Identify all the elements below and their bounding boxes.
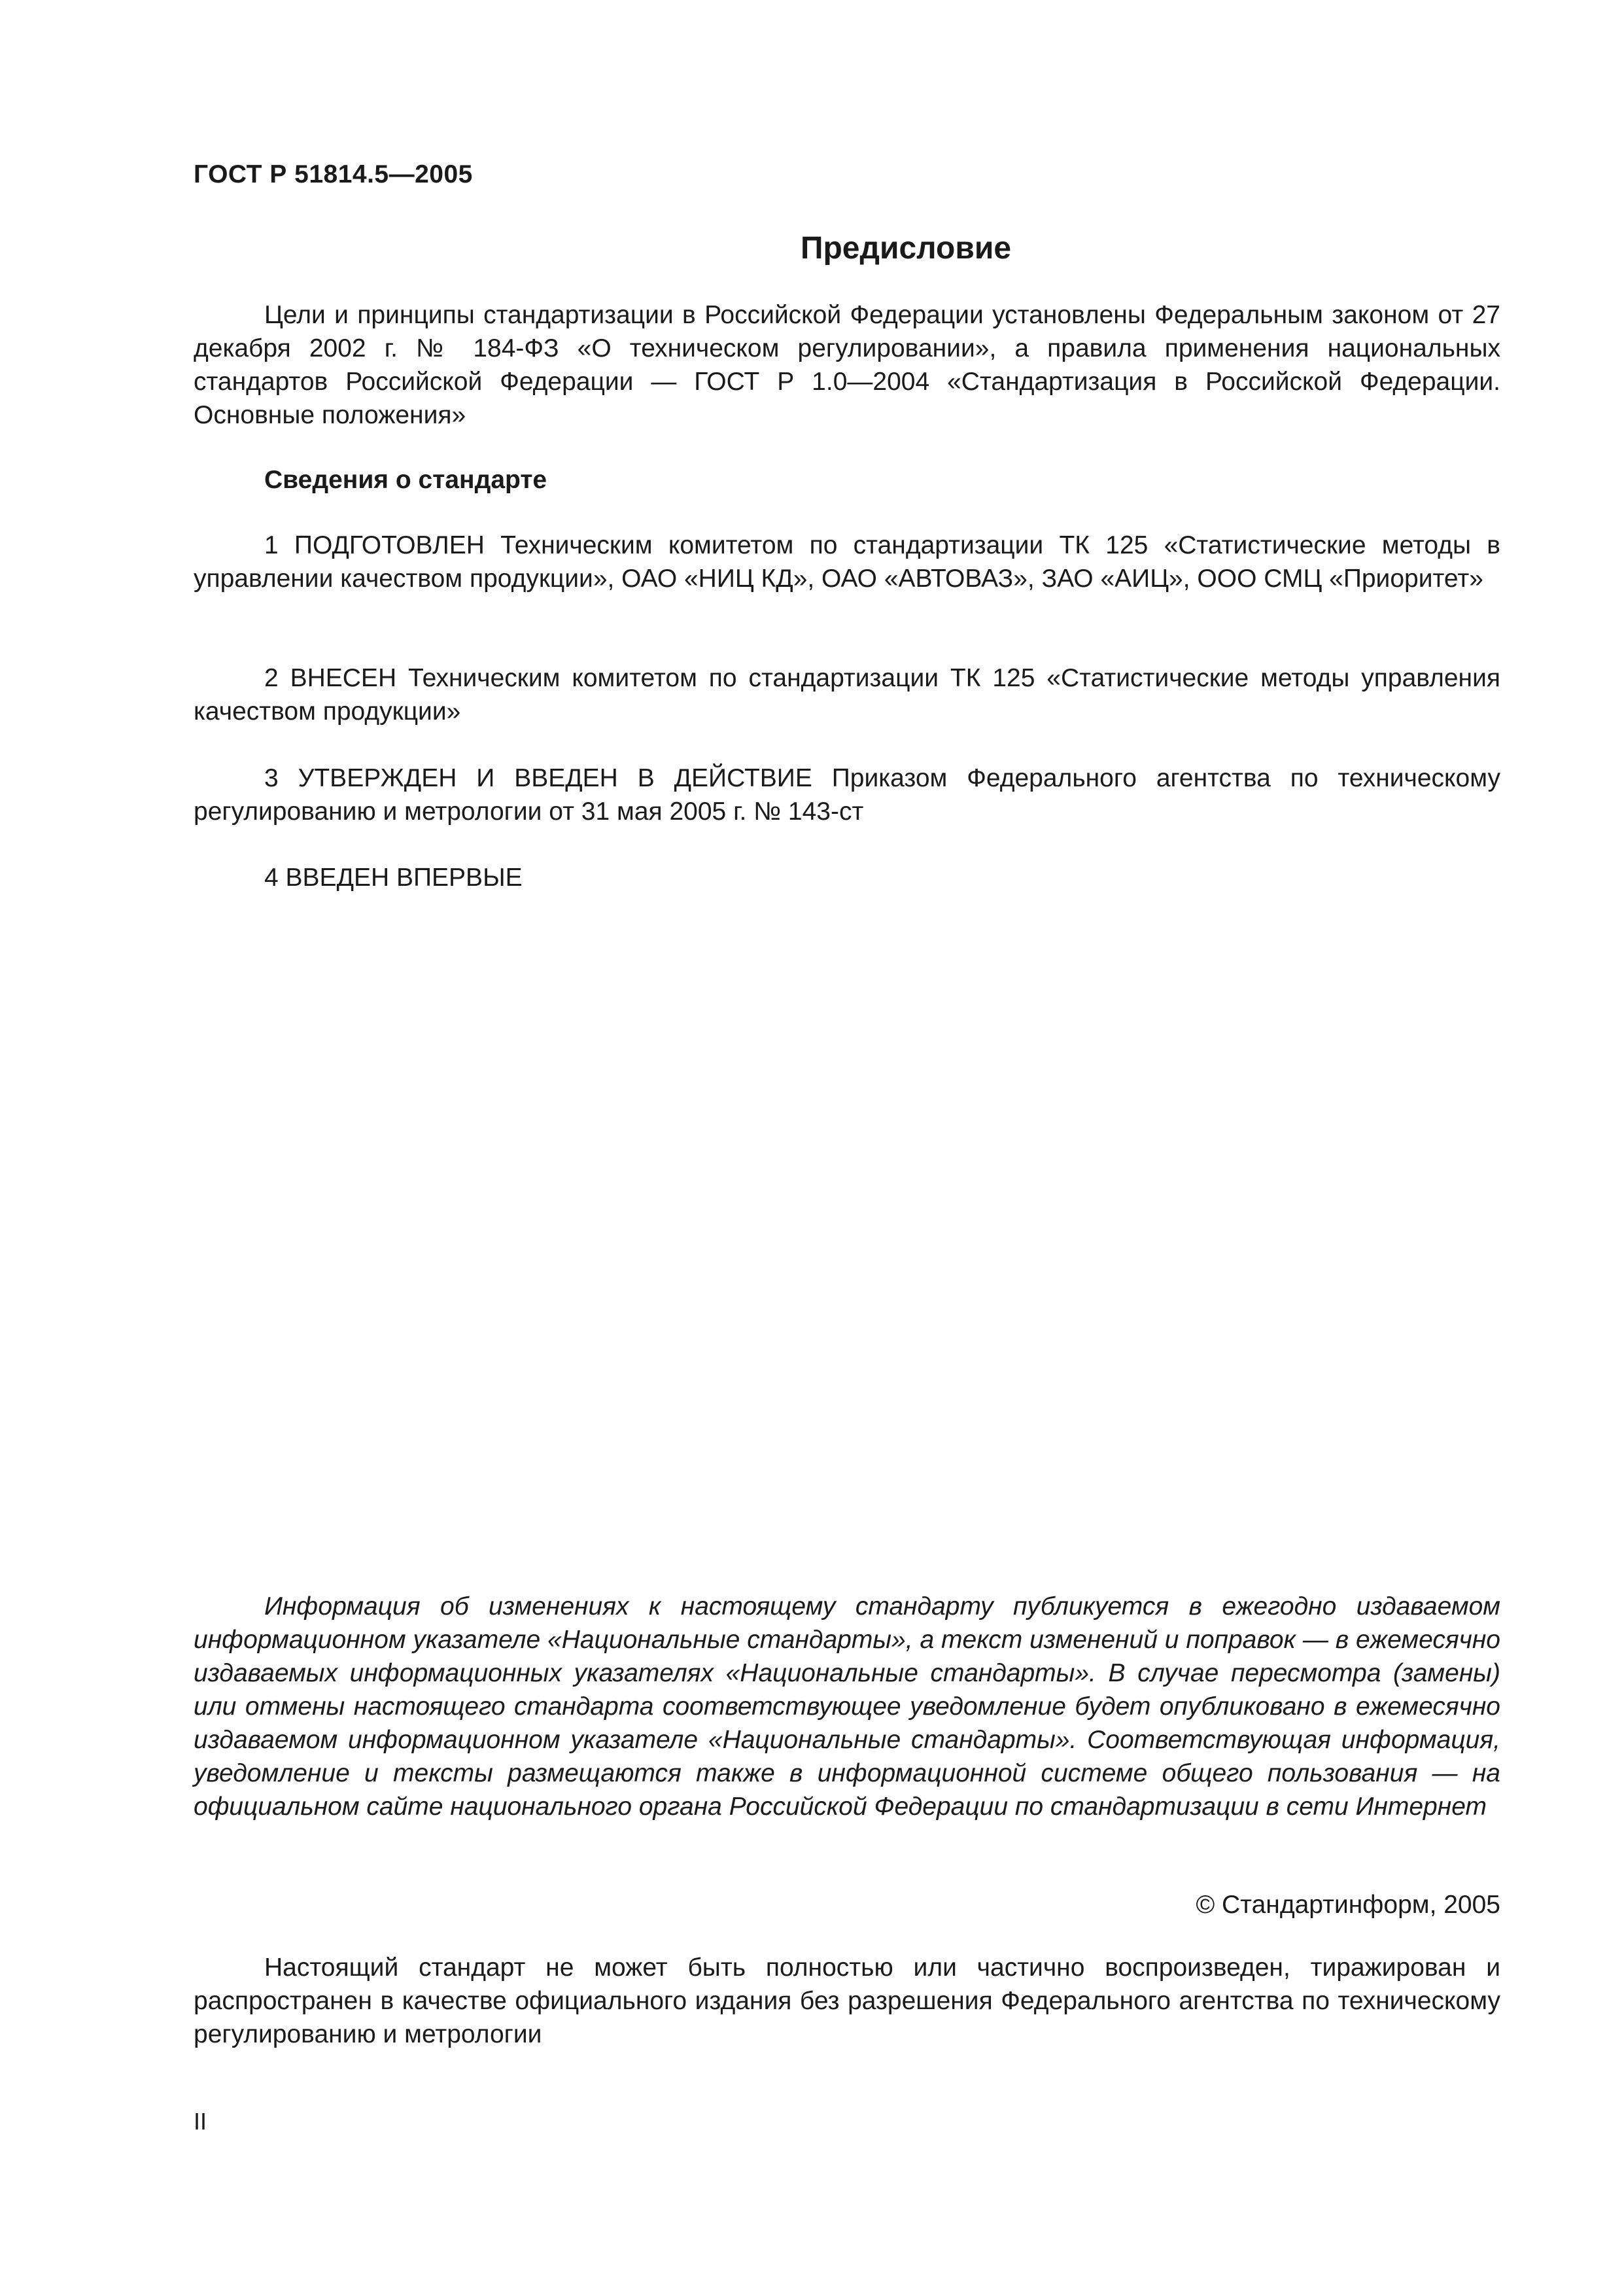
notice-paragraph: Информация об изменениях к настоящему стандарту публикуется в ежегодно издаваемом информационном указателе «Национальные стандарты», а текст изменений и поправок — в ежемесячно издаваемых информационных указателях «Национальные стандарты». В случае пересмотра (замены) или отмены настоящего стандарта соответствующее уведомление будет опубликовано в ежемесячно издаваемом информационном указателе «Национальные стандарты». Соответствующая информация, уведомление и тексты размещаются также в информационной системе общего пользования — на официальном сайте национального органа Российской Федерации по стандартизации в сети Интернет [194,1592,1500,1821]
list-item-4: 4 ВВЕДЕН ВПЕРВЫЕ [264,864,523,892]
copyright-line: © Стандартинформ, 2005 [1196,1891,1500,1919]
intro-paragraph: Цели и принципы стандартизации в Российской Федерации установлены Федеральным законом от 27 декабря 2002 г. № 184-ФЗ «О техническом регулировании», а правила применения национальных стандартов Российской Федерации — ГОСТ Р 1.0—2004 «Стандартизация в Российской Федерации. Основные положения» [194,301,1500,429]
document-code: ГОСТ Р 51814.5—2005 [194,160,473,188]
list-item-1: 1 ПОДГОТОВЛЕН Техническим комитетом по стандартизации ТК 125 «Статистические методы в управлении качеством продукции», ОАО «НИЦ КД», ОАО «АВТОВАЗ», ЗАО «АИЦ», ООО СМЦ «Приоритет» [194,531,1500,593]
page-title: Предисловие [800,231,1012,266]
reproduction-notice: Настоящий стандарт не может быть полностью или частично воспроизведен, тиражирован и распространен в качестве официального издания без разрешения Федерального агентства по техническому регулированию и метрологии [194,1953,1500,2048]
section-heading: Сведения о стандарте [264,466,547,494]
page-number: II [194,2108,207,2135]
list-item-2: 2 ВНЕСЕН Техническим комитетом по стандартизации ТК 125 «Статистические методы управления качеством продукции» [194,664,1500,726]
list-item-3: 3 УТВЕРЖДЕН И ВВЕДЕН В ДЕЙСТВИЕ Приказом Федерального агентства по техническому регулированию и метрологии от 31 мая 2005 г. № 143-ст [194,764,1500,826]
document-page [194,0,1500,2295]
